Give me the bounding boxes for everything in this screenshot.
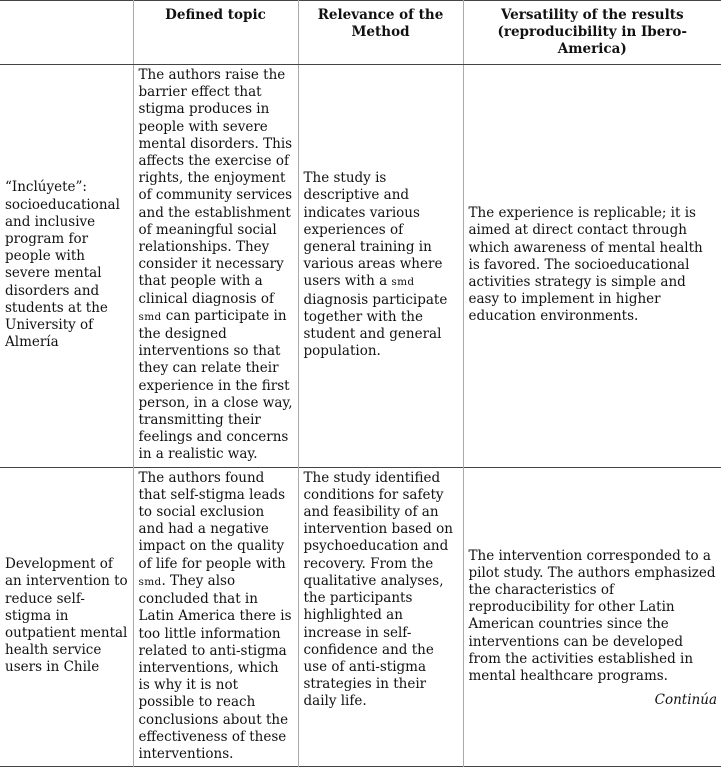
smd-abbr: smd [138,575,162,588]
header-row [0,0,721,65]
method-text-b: diagnosis participate together with the student and general population. [303,291,448,360]
program-cell: Development of an intervention to reduce self-stigma in outpatient mental health service users in Chile [5,556,128,676]
header-empty [0,0,133,65]
table-row [0,467,721,766]
method-text-a: The study is descriptive and indicates various experiences of general training in various areas where users with a [303,170,443,290]
topic-text-b: . They also concluded that in Latin America there is too little information related to anti-stigma interventions, which is why it is not possible to reach conclusions about the effectiveness of these interventions. [138,572,292,762]
method-cell [298,65,463,468]
topic-cell [133,467,298,766]
method-cell: The study identified conditions for safety and feasibility of an intervention based on psychoeducation and recovery. From the qualitative analyses, the participants highlighted an increase in self-confidence and the use of anti-stigma strategies in their daily life. [298,467,463,766]
header-versatility: Versatility of the results (reproducibility in Ibero-America) [463,0,721,65]
smd-abbr: smd [138,310,162,323]
smd-abbr: smd [391,276,415,289]
header-relevance-method: Relevance of the Method [298,0,463,65]
program-cell: “Inclúyete”: socioeducational and inclusive program for people with severe mental disorders and students at the University of Almería [5,179,120,351]
topic-text-a: The authors raise the barrier effect that stigma produces in people with severe mental disorders. This affects the exercise of rights, the enjoyment of community services and the establishment of meaningful social relationships. They consider it necessary that people with a clinical diagnosis of [138,67,293,307]
topic-cell [133,65,298,468]
continua-note: Continúa [654,692,717,708]
topic-text-b: can participate in the designed interventions so that they can relate their experience in the first person, in a close way, transmitting their feelings and concerns in a realistic way. [138,307,293,463]
versatility-cell: The intervention corresponded to a pilot study. The authors emphasized the characteristics of reproducibility for other Latin American countries since the interventions can be developed from the activities established in mental healthcare programs. [463,467,721,766]
versatility-cell: The experience is replicable; it is aimed at direct contact through which awareness of mental health is favored. The socioeducational activities strategy is simple and easy to implement in higher education environments. [463,65,721,468]
header-defined-topic: Defined topic [133,0,298,65]
topic-text-a: The authors found that self-stigma leads to social exclusion and had a negative impact on the quality of life for people with [138,469,286,572]
table-row [0,65,721,468]
